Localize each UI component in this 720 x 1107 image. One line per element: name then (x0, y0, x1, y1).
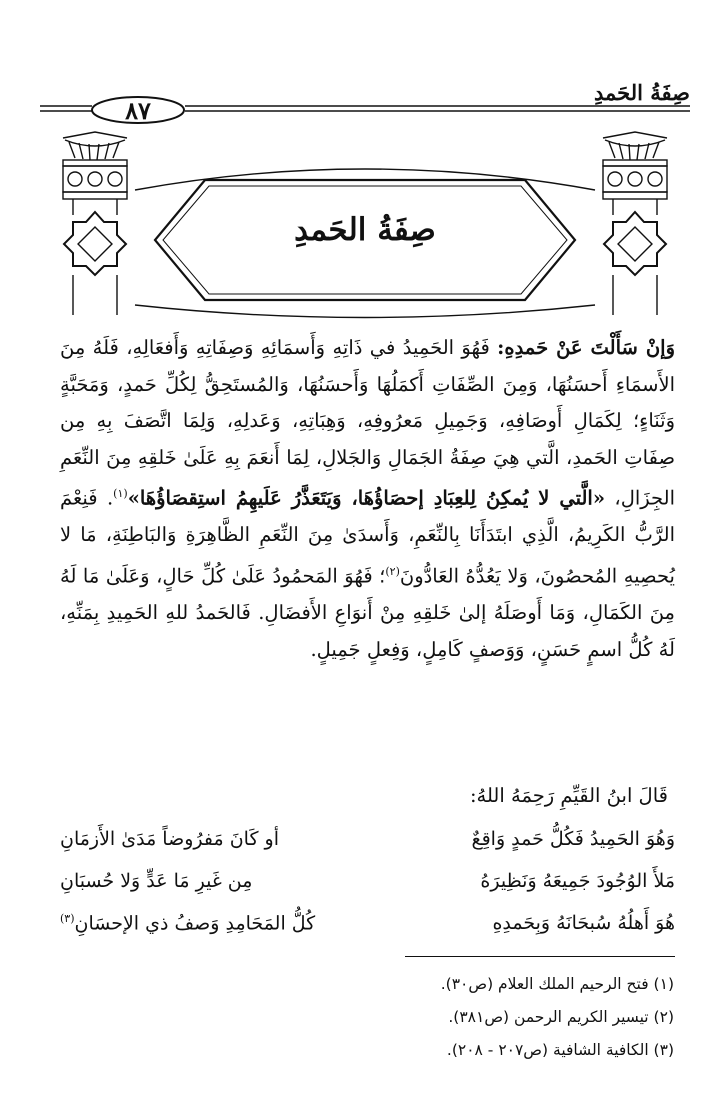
body-text-2: . فَنِعْمَ الرَّبُّ الكَرِيمُ، الَّذِي ابتَدَأَنَا بِالنِّعَمِ، وَأَسدَىٰ مِنَ النِّعَمِ الظَّاهِرَةِ وَالبَاطِنَةِ، مَا لا يُحصِيهِ المُحصُونَ، وَلا يَعُدُّهُ العَادُّونَ (60, 486, 675, 588)
footnote-ref-2: (٢) (385, 565, 400, 579)
page-number: ٨٧ (125, 95, 151, 125)
running-title: صِفَةُ الحَمدِ (594, 80, 690, 105)
verse-first-hemistich: وَهُوَ الحَمِيدُ فَكُلُّ حَمدٍ وَاقِعٌ (471, 828, 675, 850)
verse (60, 870, 675, 912)
page-header (40, 70, 690, 134)
chapter-title: صِفَةُ الحَمدِ (294, 212, 436, 248)
left-ornament-icon (63, 132, 127, 315)
chapter-title-frame (55, 130, 675, 320)
footnotes (441, 968, 674, 1067)
verse-second-hemistich: أو كَانَ مَفرُوضاً مَدَىٰ الأَزمَانِ (60, 828, 280, 850)
verse (60, 912, 675, 954)
body-text-1: فَهُوَ الحَمِيدُ في ذَاتِهِ وَأَسمَائِهِ وَصِفَاتِهِ وَأَفعَالِهِ، فَلَهُ مِنَ الأَسمَاءِ أَحسَنُهَا، وَمِنَ الصِّفَاتِ أَكمَلُهَا وَأَحسَنُهَا، وَالمُستَحِقُّ لِكُلِّ حَمدٍ، وَمَحَبَّةٍ وَثَنَاءٍ؛ لِكَمَالِ أَوصَافِهِ، وَجَمِيلِ مَعرُوفِهِ، وَهِبَاتِهِ، وَعَدلِهِ، وَلِمَا اتَّصَفَ بِهِ مِن صِفَاتِ الحَمدِ، الَّتي هِيَ صِفَةُ الجَمَالِ وَالجَلالِ، لِمَا أَنعَمَ بِهِ عَلَىٰ خَلقِهِ مِنَ النِّعَمِ الجِزَالِ، (60, 336, 675, 510)
footnote: (٢) تيسير الكريم الرحمن (ص٣٨١). (448, 1008, 674, 1026)
footnote-rule (405, 956, 675, 957)
verse-first-hemistich: هُوَ أَهلُهُ سُبحَانَهُ وَبِحَمدِهِ (492, 912, 675, 934)
verse-second-hemistich (60, 912, 355, 954)
verse-second-text: كُلُّ المَحَامِدِ وَصفُ ذي الإحسَانِ (74, 912, 316, 935)
footnote-ref-3: (٣) (60, 912, 75, 925)
lead-phrase: وَإنْ سَأَلْتَ عَنْ حَمدِهِ: (497, 336, 675, 359)
footnote-ref-1: (١) (113, 487, 128, 501)
verse (60, 828, 675, 870)
poem (60, 828, 675, 954)
quotation: «الَّتي لا يُمكِنُ لِلعِبَادِ إحصَاؤُهَا، وَيَتَعَذَّرُ عَلَيهِمُ استِقصَاؤُهَا» (127, 486, 606, 510)
body-paragraph (60, 330, 675, 668)
right-ornament-icon (603, 132, 667, 315)
footnote: (١) فتح الرحيم الملك العلام (ص٣٠). (440, 975, 674, 993)
poem-intro: قَالَ ابنُ القَيِّمِ رَحِمَهُ اللهُ: (469, 784, 668, 807)
verse-first-hemistich: مَلأَ الوُجُودَ جَمِيعَهُ وَنَظِيرَهُ (480, 870, 675, 892)
footnote: (٣) الكافية الشافية (ص٢٠٧ - ٢٠٨). (446, 1041, 674, 1059)
verse-second-hemistich: مِن غَيرِ مَا عَدٍّ وَلا حُسبَانِ (60, 870, 253, 892)
body-text-3: ؛ فَهُوَ المَحمُودُ عَلَىٰ كُلِّ حَالٍ، وَعَلَىٰ مَا لَهُ مِنَ الكَمَالِ، وَمَا أَوصَلَهُ إلىٰ خَلقِهِ مِنْ أَنوَاعِ الأَفضَالِ. فَالحَمدُ للهِ الحَمِيدِ بِمَنِّهِ، لَهُ كُلُّ اسمٍ حَسَنٍ، وَوَصفٍ كَامِلٍ، وَفِعلٍ جَمِيلٍ. (60, 564, 675, 661)
